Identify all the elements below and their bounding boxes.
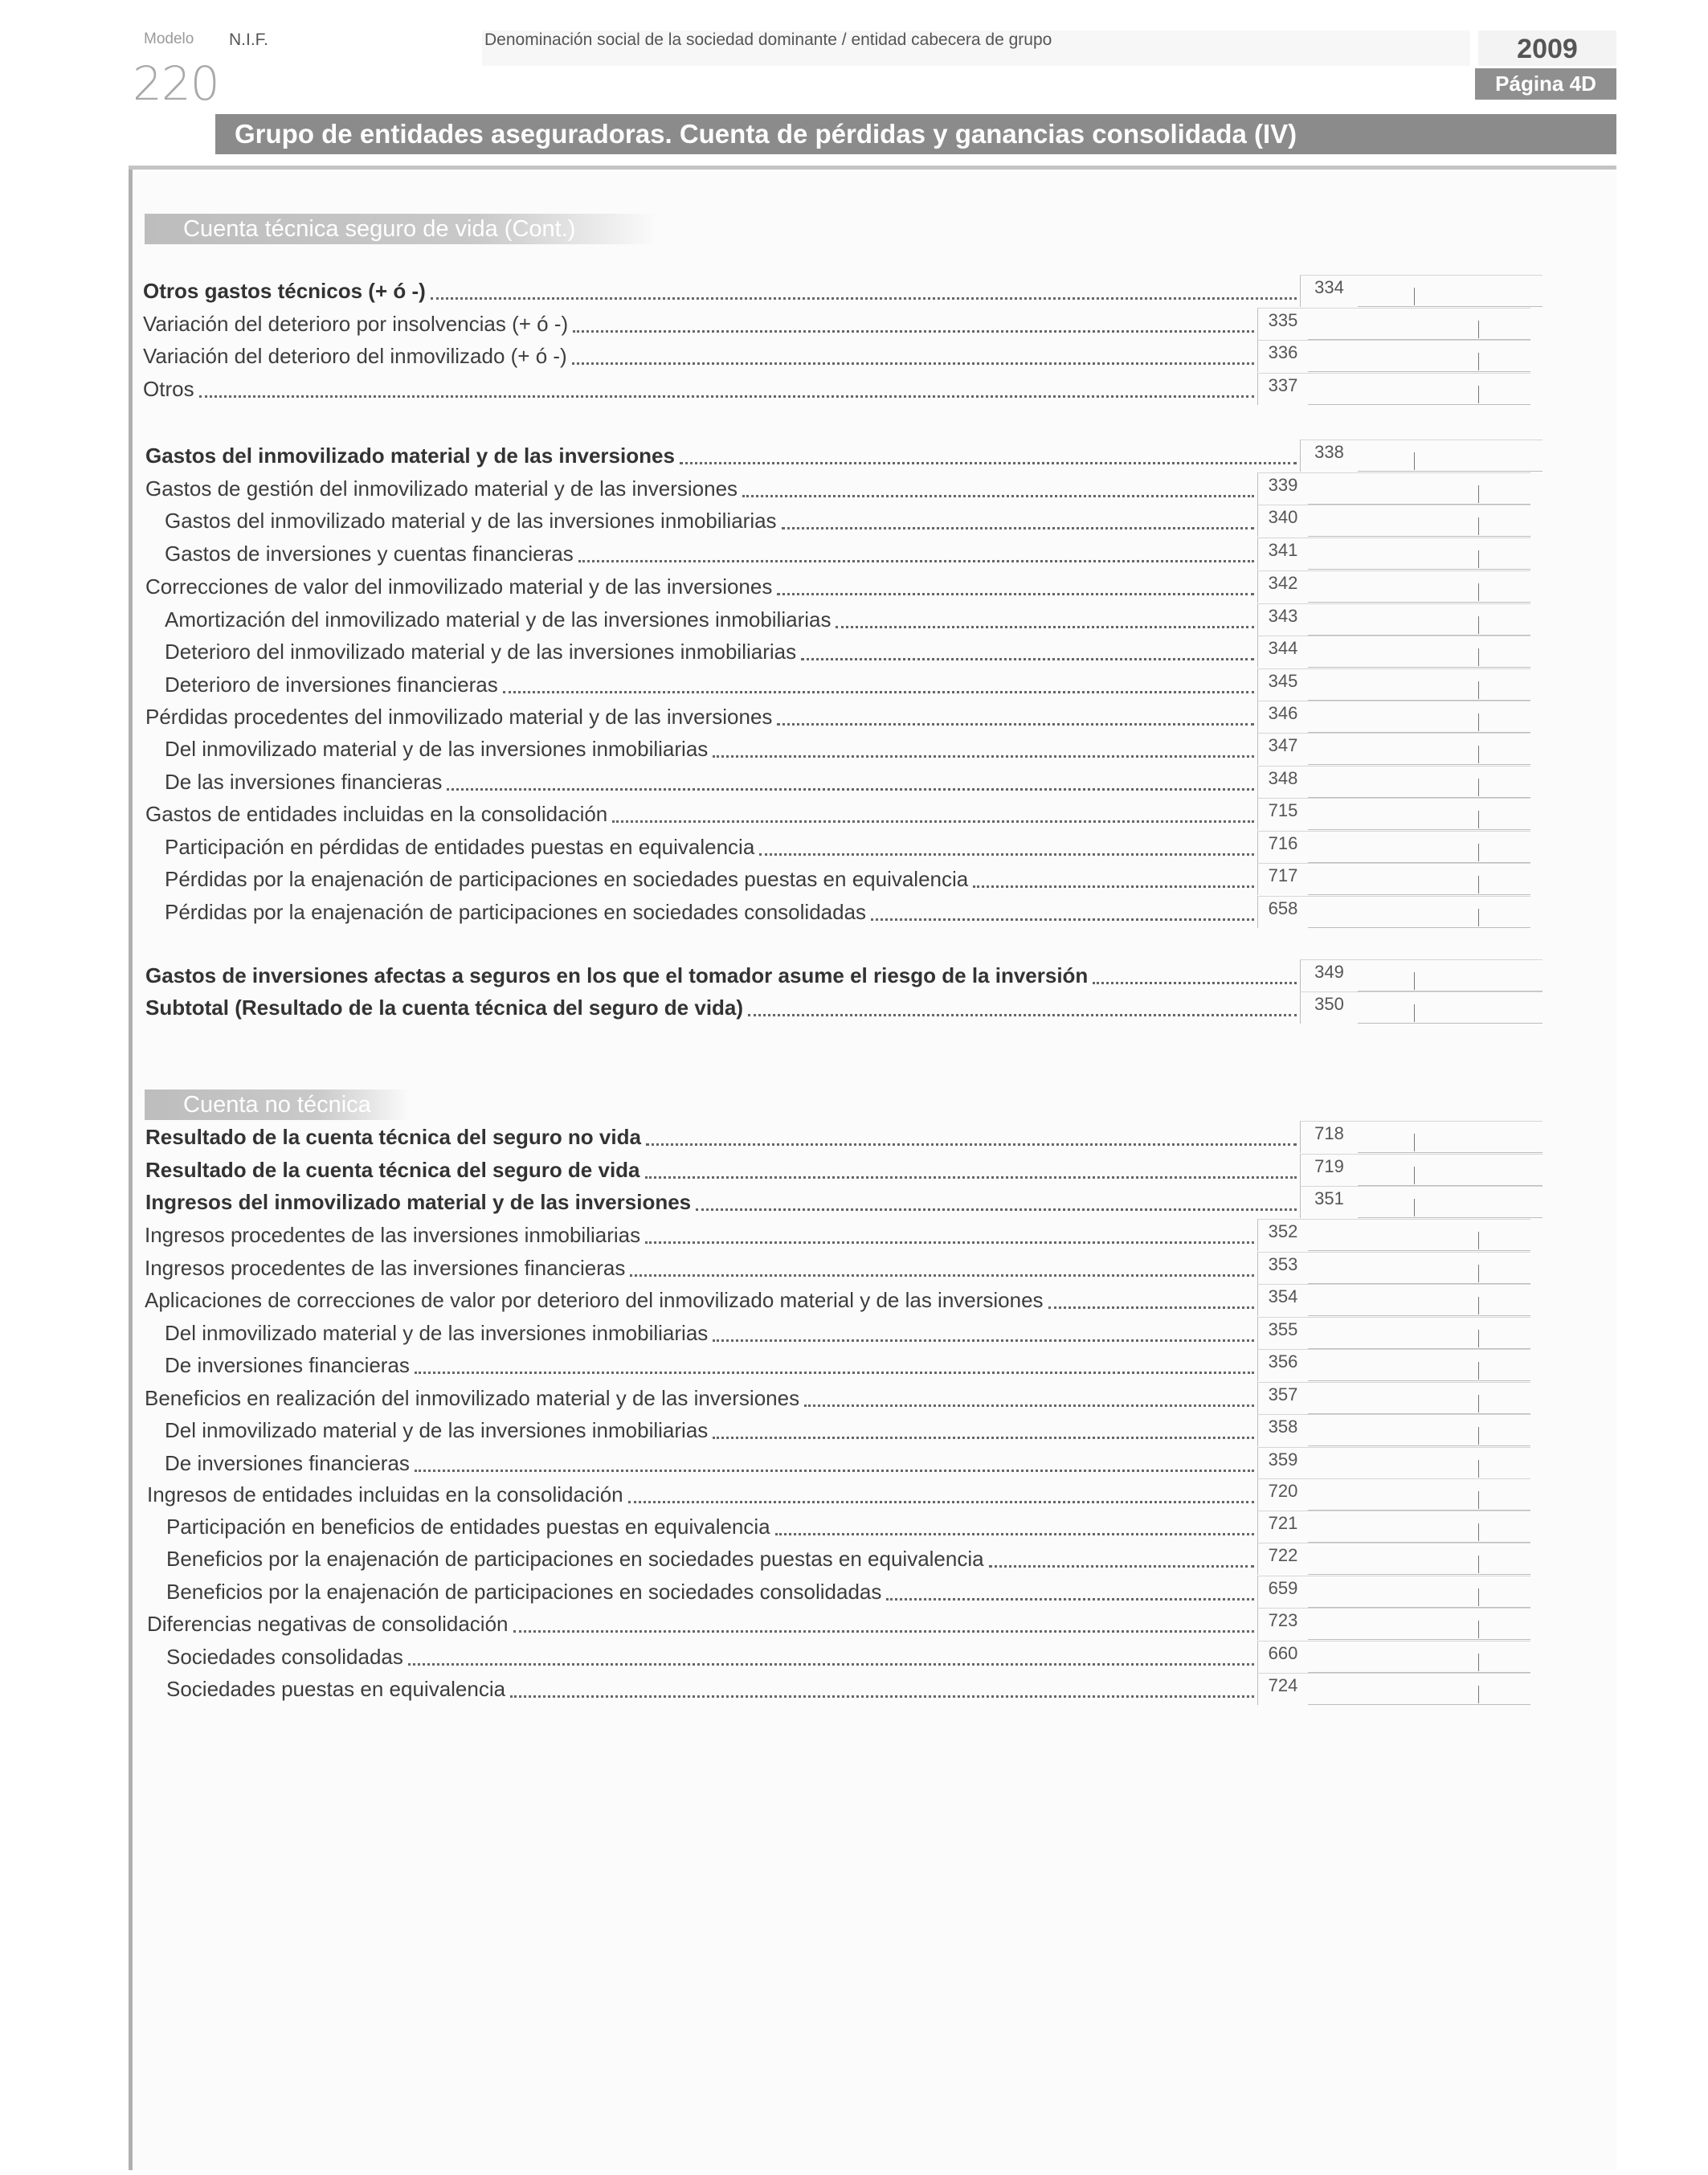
dot-leader [836, 626, 1254, 628]
form-row [0, 1478, 1708, 1511]
form-row [0, 798, 1708, 830]
form-row [0, 1543, 1708, 1575]
form-row [0, 1317, 1708, 1349]
row-label: Gastos de entidades incluidas en la consolidación [145, 802, 608, 826]
decimal-separator-tick [1478, 1330, 1479, 1347]
form-row [0, 603, 1708, 636]
dot-leader [973, 885, 1254, 888]
decimal-separator-tick [1414, 972, 1415, 990]
dot-leader [510, 1695, 1254, 1698]
dot-leader [408, 1663, 1254, 1666]
row-label: Subtotal (Resultado de la cuenta técnica del seguro de vida) [145, 996, 744, 1020]
form-row [0, 1641, 1708, 1673]
decimal-separator-tick [1414, 452, 1415, 470]
decimal-separator-tick [1414, 288, 1415, 305]
dot-leader [431, 297, 1297, 300]
dot-leader [777, 723, 1254, 726]
row-label: Gastos de inversiones y cuentas financieras [165, 542, 574, 566]
form-row [0, 1121, 1708, 1153]
box-code: 719 [1300, 1154, 1358, 1186]
decimal-separator-tick [1478, 648, 1479, 666]
dot-leader [573, 330, 1254, 333]
decimal-separator-tick [1478, 1362, 1479, 1380]
box-code: 723 [1257, 1608, 1308, 1640]
amount-field[interactable] [1308, 472, 1530, 505]
box-code: 352 [1257, 1219, 1308, 1251]
row-label: Del inmovilizado material y de las inversiones inmobiliarias [165, 737, 709, 761]
form-row [0, 308, 1708, 340]
decimal-separator-tick [1478, 681, 1479, 699]
box-code: 335 [1257, 308, 1308, 340]
dot-leader [1093, 982, 1297, 984]
row-label: Resultado de la cuenta técnica del seguro de vida [145, 1158, 640, 1182]
row-label: Beneficios por la enajenación de participaciones en sociedades consolidadas [166, 1580, 882, 1604]
decimal-separator-tick [1414, 1167, 1415, 1184]
box-code: 659 [1257, 1576, 1308, 1608]
row-label: Variación del deterioro por insolvencias (+ ó -) [143, 312, 569, 336]
amount-field[interactable] [1308, 1511, 1530, 1543]
box-code: 715 [1257, 798, 1308, 830]
amount-field[interactable] [1308, 308, 1530, 340]
dot-leader [777, 593, 1254, 595]
amount-field[interactable] [1358, 959, 1543, 991]
page-title: Grupo de entidades aseguradoras. Cuenta de pérdidas y ganancias consolidada (IV) [215, 114, 1616, 154]
amount-field[interactable] [1308, 1219, 1530, 1251]
dot-leader [680, 462, 1297, 464]
box-code: 346 [1257, 701, 1308, 733]
frame-top-border [129, 166, 1616, 170]
decimal-separator-tick [1478, 1588, 1479, 1606]
page-badge: Página 4D [1475, 68, 1616, 100]
row-label: Ingresos de entidades incluidas en la consolidación [147, 1482, 623, 1507]
row-label: Ingresos procedentes de las inversiones inmobiliarias [145, 1223, 641, 1247]
box-code: 339 [1257, 472, 1308, 505]
form-row [0, 570, 1708, 603]
amount-field[interactable] [1308, 896, 1530, 928]
row-label: Ingresos procedentes de las inversiones financieras [145, 1256, 626, 1280]
row-label: Pérdidas por la enajenación de participaciones en sociedades consolidadas [165, 900, 867, 924]
dot-leader [572, 362, 1254, 365]
row-label: Gastos del inmovilizado material y de las inversiones [145, 444, 675, 468]
box-code: 356 [1257, 1349, 1308, 1381]
decimal-separator-tick [1414, 1199, 1415, 1216]
row-label: De inversiones financieras [165, 1353, 410, 1377]
box-code: 354 [1257, 1284, 1308, 1316]
form-row [0, 668, 1708, 701]
form-row [0, 275, 1708, 307]
box-code: 722 [1257, 1543, 1308, 1575]
amount-field[interactable] [1358, 1121, 1543, 1153]
row-label: Del inmovilizado material y de las inversiones inmobiliarias [165, 1418, 709, 1442]
dot-leader [871, 918, 1254, 921]
box-code: 718 [1300, 1121, 1358, 1153]
form-row [0, 701, 1708, 733]
decimal-separator-tick [1478, 550, 1479, 568]
amount-field[interactable] [1308, 798, 1530, 830]
decimal-separator-tick [1478, 1491, 1479, 1509]
box-code: 347 [1257, 733, 1308, 765]
denominacion-label: Denominación social de la sociedad dominante / entidad cabecera de grupo [484, 31, 1052, 49]
row-label: Pérdidas procedentes del inmovilizado material y de las inversiones [145, 705, 773, 729]
box-code: 717 [1257, 863, 1308, 895]
amount-field[interactable] [1358, 439, 1543, 472]
box-code: 344 [1257, 636, 1308, 668]
dot-leader [628, 1501, 1254, 1503]
form-row [0, 1154, 1708, 1186]
amount-field[interactable] [1308, 1543, 1530, 1575]
dot-leader [886, 1598, 1254, 1601]
box-code: 345 [1257, 668, 1308, 701]
decimal-separator-tick [1478, 1427, 1479, 1445]
box-code: 338 [1300, 439, 1358, 472]
form-row [0, 505, 1708, 537]
form-row [0, 1414, 1708, 1446]
dot-leader [804, 1404, 1254, 1407]
row-label: Variación del deterioro del inmovilizado (+ ó -) [143, 344, 567, 368]
amount-field[interactable] [1308, 766, 1530, 798]
decimal-separator-tick [1478, 876, 1479, 893]
amount-field[interactable] [1308, 1673, 1530, 1705]
amount-field[interactable] [1308, 1252, 1530, 1284]
row-label: Gastos del inmovilizado material y de las inversiones inmobiliarias [165, 509, 777, 533]
modelo-label: Modelo [144, 31, 194, 47]
row-label: De las inversiones financieras [165, 770, 443, 794]
dot-leader [578, 560, 1254, 562]
dot-leader [630, 1274, 1254, 1277]
amount-field[interactable] [1308, 1382, 1530, 1414]
row-label: Aplicaciones de correcciones de valor por deterioro del inmovilizado material y de las inversiones [145, 1288, 1044, 1312]
amount-field[interactable] [1358, 991, 1543, 1024]
row-label: Otros gastos técnicos (+ ó -) [143, 279, 426, 303]
decimal-separator-tick [1478, 811, 1479, 828]
amount-field[interactable] [1308, 1478, 1530, 1511]
dot-leader [748, 1014, 1297, 1016]
row-label: Beneficios en realización del inmovilizado material y de las inversiones [145, 1386, 800, 1410]
box-code: 359 [1257, 1447, 1308, 1479]
decimal-separator-tick [1414, 1134, 1415, 1151]
dot-leader [415, 1470, 1254, 1472]
amount-field[interactable] [1308, 733, 1530, 765]
dot-leader [612, 820, 1254, 823]
box-code: 348 [1257, 766, 1308, 798]
amount-field[interactable] [1308, 831, 1530, 863]
box-code: 721 [1257, 1511, 1308, 1543]
form-row [0, 1382, 1708, 1414]
form-row [0, 1447, 1708, 1479]
amount-field[interactable] [1308, 1447, 1530, 1479]
nif-label: N.I.F. [229, 31, 269, 49]
row-label: Participación en beneficios de entidades puestas en equivalencia [166, 1515, 770, 1539]
dot-leader [696, 1208, 1297, 1211]
decimal-separator-tick [1478, 844, 1479, 861]
year: 2009 [1517, 34, 1578, 64]
dot-leader [742, 495, 1254, 497]
dot-leader [645, 1241, 1254, 1244]
amount-field[interactable] [1308, 570, 1530, 603]
form-row [0, 896, 1708, 928]
box-code: 358 [1257, 1414, 1308, 1446]
form-row [0, 863, 1708, 895]
dot-leader [199, 395, 1254, 398]
row-label: Pérdidas por la enajenación de participaciones en sociedades puestas en equivalencia [165, 867, 969, 891]
dot-leader [646, 1143, 1297, 1146]
dot-leader [447, 788, 1254, 791]
box-code: 724 [1257, 1673, 1308, 1705]
form-row [0, 1186, 1708, 1218]
form-row [0, 766, 1708, 798]
dot-leader [713, 755, 1254, 758]
form-row [0, 1673, 1708, 1705]
row-label: Otros [143, 377, 194, 401]
modelo-number: 220 [133, 56, 219, 111]
decimal-separator-tick [1478, 1686, 1479, 1703]
amount-field[interactable] [1308, 1317, 1530, 1349]
decimal-separator-tick [1478, 1556, 1479, 1573]
form-row [0, 733, 1708, 765]
row-label: De inversiones financieras [165, 1451, 410, 1475]
row-label: Correcciones de valor del inmovilizado material y de las inversiones [145, 574, 773, 599]
amount-field[interactable] [1308, 636, 1530, 668]
dot-leader [503, 691, 1254, 693]
box-code: 353 [1257, 1252, 1308, 1284]
section-header-vida: Cuenta técnica seguro de vida (Cont.) [145, 214, 659, 244]
decimal-separator-tick [1478, 517, 1479, 535]
decimal-separator-tick [1478, 386, 1479, 403]
decimal-separator-tick [1414, 1004, 1415, 1022]
decimal-separator-tick [1478, 1654, 1479, 1671]
row-label: Participación en pérdidas de entidades puestas en equivalencia [165, 835, 755, 859]
form-row [0, 1284, 1708, 1316]
box-code: 660 [1257, 1641, 1308, 1673]
box-code: 340 [1257, 505, 1308, 537]
row-label: Del inmovilizado material y de las inversiones inmobiliarias [165, 1321, 709, 1345]
form-row [0, 1511, 1708, 1543]
decimal-separator-tick [1478, 485, 1479, 503]
section-header-no-tecnica: Cuenta no técnica [145, 1090, 410, 1120]
decimal-separator-tick [1478, 1460, 1479, 1478]
box-code: 343 [1257, 603, 1308, 636]
box-code: 716 [1257, 831, 1308, 863]
box-code: 357 [1257, 1382, 1308, 1414]
form-row [0, 1252, 1708, 1284]
form-row [0, 991, 1708, 1024]
box-code: 337 [1257, 373, 1308, 405]
form-row [0, 472, 1708, 505]
decimal-separator-tick [1478, 616, 1479, 634]
form-row [0, 1608, 1708, 1640]
dot-leader [801, 658, 1254, 660]
row-label: Amortización del inmovilizado material y de las inversiones inmobiliarias [165, 607, 832, 632]
row-label: Beneficios por la enajenación de participaciones en sociedades puestas en equivalencia [166, 1547, 984, 1571]
box-code: 350 [1300, 991, 1358, 1024]
decimal-separator-tick [1478, 353, 1479, 370]
row-label: Diferencias negativas de consolidación [147, 1612, 509, 1636]
amount-field[interactable] [1308, 373, 1530, 405]
decimal-separator-tick [1478, 909, 1479, 926]
dot-leader [415, 1372, 1254, 1374]
box-code: 342 [1257, 570, 1308, 603]
decimal-separator-tick [1478, 583, 1479, 601]
amount-field[interactable] [1308, 603, 1530, 636]
row-label: Sociedades consolidadas [166, 1645, 403, 1669]
decimal-separator-tick [1478, 779, 1479, 796]
box-code: 349 [1300, 959, 1358, 991]
box-code: 341 [1257, 538, 1308, 570]
decimal-separator-tick [1478, 1621, 1479, 1638]
amount-field[interactable] [1358, 1154, 1543, 1186]
decimal-separator-tick [1478, 1265, 1479, 1282]
form-row [0, 831, 1708, 863]
dot-leader [989, 1565, 1254, 1568]
row-label: Gastos de gestión del inmovilizado material y de las inversiones [145, 476, 738, 501]
decimal-separator-tick [1478, 713, 1479, 731]
decimal-separator-tick [1478, 1395, 1479, 1413]
amount-field[interactable] [1308, 1608, 1530, 1640]
row-label: Resultado de la cuenta técnica del seguro no vida [145, 1125, 641, 1149]
box-code: 351 [1300, 1186, 1358, 1218]
row-label: Sociedades puestas en equivalencia [166, 1677, 506, 1701]
form-row [0, 340, 1708, 372]
row-label: Deterioro de inversiones financieras [165, 673, 498, 697]
dot-leader [775, 1533, 1254, 1535]
dot-leader [782, 527, 1254, 529]
form-row [0, 1576, 1708, 1608]
dot-leader [759, 853, 1254, 856]
box-code: 334 [1300, 275, 1358, 307]
amount-field[interactable] [1308, 1414, 1530, 1446]
form-row [0, 636, 1708, 668]
box-code: 720 [1257, 1478, 1308, 1511]
row-label: Ingresos del inmovilizado material y de las inversiones [145, 1190, 692, 1214]
decimal-separator-tick [1478, 1297, 1479, 1314]
box-code: 658 [1257, 896, 1308, 928]
decimal-separator-tick [1478, 321, 1479, 338]
amount-field[interactable] [1308, 1576, 1530, 1608]
amount-field[interactable] [1308, 538, 1530, 570]
amount-field[interactable] [1308, 1641, 1530, 1673]
form-row [0, 538, 1708, 570]
dot-leader [713, 1339, 1254, 1342]
amount-field[interactable] [1308, 863, 1530, 895]
form-row [0, 1349, 1708, 1381]
box-code: 355 [1257, 1317, 1308, 1349]
amount-field[interactable] [1308, 668, 1530, 701]
amount-field[interactable] [1308, 701, 1530, 733]
dot-leader [1048, 1306, 1254, 1309]
decimal-separator-tick [1478, 1232, 1479, 1249]
amount-field[interactable] [1308, 505, 1530, 537]
dot-leader [713, 1437, 1254, 1439]
dot-leader [645, 1176, 1297, 1179]
amount-field[interactable] [1308, 1349, 1530, 1381]
decimal-separator-tick [1478, 746, 1479, 763]
form-row [0, 1219, 1708, 1251]
box-code: 336 [1257, 340, 1308, 372]
amount-field[interactable] [1308, 1284, 1530, 1316]
form-row [0, 959, 1708, 991]
form-row [0, 373, 1708, 405]
form-row [0, 439, 1708, 472]
row-label: Gastos de inversiones afectas a seguros en los que el tomador asume el riesgo de la inversión [145, 963, 1089, 987]
decimal-separator-tick [1478, 1523, 1479, 1541]
amount-field[interactable] [1358, 275, 1543, 307]
dot-leader [513, 1630, 1254, 1633]
amount-field[interactable] [1358, 1186, 1543, 1218]
row-label: Deterioro del inmovilizado material y de las inversiones inmobiliarias [165, 640, 797, 664]
amount-field[interactable] [1308, 340, 1530, 372]
